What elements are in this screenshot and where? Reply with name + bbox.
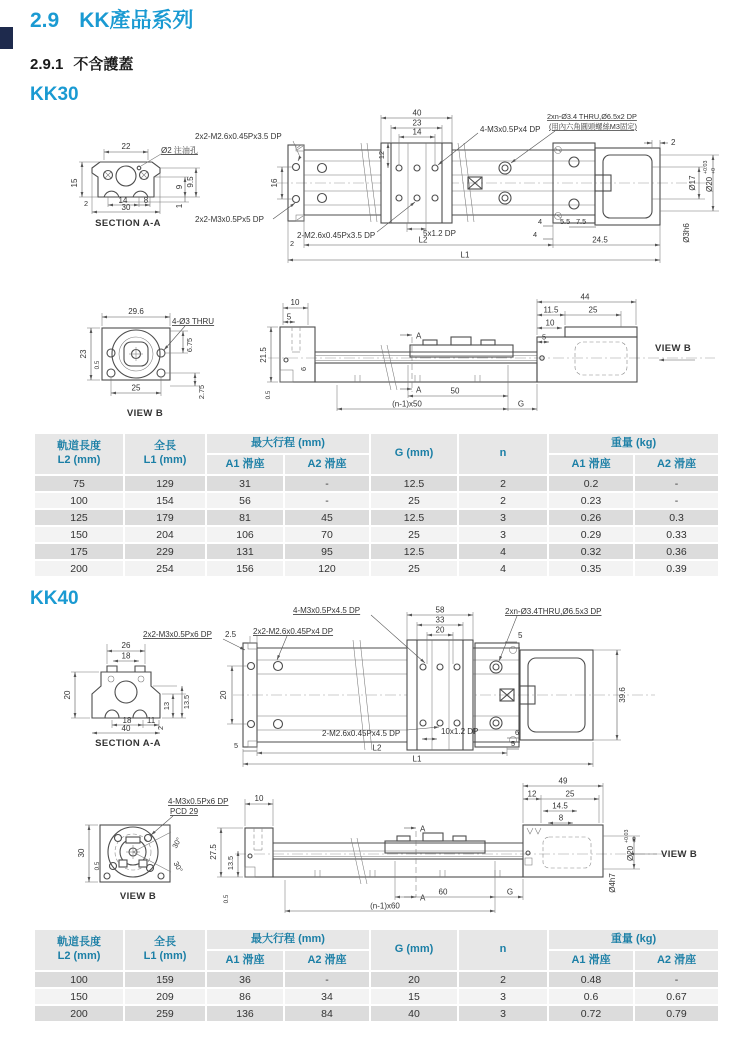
- cell: 0.23: [548, 492, 634, 509]
- dim-label: (n-1)x60: [370, 901, 400, 911]
- kk40-section-aa-drawing: [63, 641, 191, 749]
- dim-label: 27.5: [209, 844, 218, 860]
- col-rail-length: 軌道長度 L2 (mm): [34, 433, 124, 475]
- cell: 56: [206, 492, 284, 509]
- cell: 2: [458, 971, 548, 988]
- cell: 34: [284, 988, 370, 1005]
- dim-label: 0.5: [223, 894, 230, 904]
- view-caption: SECTION A-A: [95, 738, 161, 749]
- col-max-stroke: 最大行程 (mm): [206, 929, 370, 950]
- dim-label: 23: [79, 349, 88, 359]
- kk30-plan-drawing: [195, 109, 719, 264]
- cell: 3: [458, 1005, 548, 1022]
- cell: 84: [284, 1005, 370, 1022]
- col-n: n: [458, 433, 548, 475]
- dim-label: 22: [121, 142, 131, 151]
- cell: 25: [370, 492, 458, 509]
- cell: 25: [370, 560, 458, 577]
- cell: 0.6: [548, 988, 634, 1005]
- dim-label: 20: [219, 690, 228, 700]
- cell: 31: [206, 475, 284, 492]
- col-g: G (mm): [370, 929, 458, 971]
- dim-label: 4: [533, 230, 538, 239]
- cell: 209: [124, 988, 206, 1005]
- cell: 106: [206, 526, 284, 543]
- svg-text:+0.03: +0.03: [703, 160, 709, 174]
- dim-label: 5.5: [560, 217, 571, 226]
- dim-label: 14: [118, 196, 128, 205]
- angle-label: 30°: [171, 859, 185, 874]
- dim-label: 0.5: [94, 861, 101, 871]
- dim-label: 7.5: [576, 217, 587, 226]
- view-direction-label: VIEW B: [661, 849, 698, 860]
- dim-label: 13.5: [182, 694, 191, 710]
- cell: 154: [124, 492, 206, 509]
- dim-label: 5: [286, 312, 292, 322]
- grease-callout: 5x1.2 DP: [423, 229, 456, 238]
- cell: 4: [458, 560, 548, 577]
- table-row: [34, 560, 719, 577]
- thru-hole-callout: 2xn-Ø3.4THRU,Ø6.5x3 DP: [505, 607, 602, 616]
- table-row: [34, 988, 719, 1005]
- dim-label: 10: [254, 794, 264, 803]
- dim-label: Ø17: [688, 175, 697, 191]
- cell: 200: [34, 1005, 124, 1022]
- cell: 100: [34, 971, 124, 988]
- dim-label: 26: [121, 641, 131, 650]
- dim-label: 18: [121, 651, 131, 661]
- section-title: KK產品系列: [79, 9, 194, 32]
- col-total-length: 全長 L1 (mm): [124, 929, 206, 971]
- cell: -: [634, 475, 719, 492]
- dim-label: 5: [511, 739, 516, 748]
- dim-label: 2: [290, 239, 295, 248]
- table-row: [34, 475, 719, 492]
- cell: 12.5: [370, 475, 458, 492]
- cell: 254: [124, 560, 206, 577]
- cell: 204: [124, 526, 206, 543]
- cell: 100: [34, 492, 124, 509]
- cell: 136: [206, 1005, 284, 1022]
- dim-label: 8: [558, 813, 564, 823]
- view-direction-label: VIEW B: [655, 343, 692, 354]
- col-weight: 重量 (kg): [548, 433, 719, 454]
- screw-callout: 4-M3x0.5Px4.5 DP: [293, 606, 361, 615]
- cell: 86: [206, 988, 284, 1005]
- cell: -: [634, 971, 719, 988]
- svg-text:+0: +0: [711, 167, 717, 174]
- section-arrow-label: A: [416, 385, 422, 395]
- col-weight: 重量 (kg): [548, 929, 719, 950]
- col-weight-a2: A2 滑座: [634, 950, 719, 971]
- dim-label: 11.5: [543, 305, 559, 315]
- view-caption: VIEW B: [126, 408, 164, 419]
- dim-label: 40: [121, 724, 131, 733]
- angle-label: 30°: [170, 835, 184, 850]
- dim-label: 10: [290, 298, 300, 307]
- cell: 40: [370, 1005, 458, 1022]
- subsection-title: 不含護蓋: [73, 56, 134, 73]
- svg-text:+0: +0: [632, 836, 638, 843]
- dim-label: 5: [234, 741, 239, 750]
- cell: 70: [284, 526, 370, 543]
- cell: 259: [124, 1005, 206, 1022]
- cell: 0.72: [548, 1005, 634, 1022]
- dim-label: 2.5: [225, 630, 237, 639]
- dim-label: 12: [377, 150, 386, 160]
- svg-text:+0.03: +0.03: [624, 829, 630, 843]
- cell: 0.48: [548, 971, 634, 988]
- screw-callout: 2x2-M3x0.5Px5 DP: [195, 215, 264, 224]
- section-arrow-label: A: [416, 331, 422, 341]
- kk40-view-b-drawing: [77, 797, 228, 902]
- subsection-number: 2.9.1: [30, 56, 64, 73]
- dim-label: 18: [122, 716, 132, 725]
- kk30-heading: KK30: [30, 84, 79, 105]
- dim-label: 10: [545, 318, 555, 328]
- dim-label: 4: [538, 217, 543, 226]
- table-row: [34, 543, 719, 560]
- dim-label: (n-1)x50: [392, 399, 422, 409]
- dim-label: 24.5: [592, 235, 608, 245]
- dim-label: 0.5: [265, 390, 272, 400]
- dim-label: 60: [438, 887, 448, 897]
- dim-label: L2: [418, 235, 428, 245]
- cell: 0.29: [548, 526, 634, 543]
- section-arrow-label: A: [420, 824, 426, 834]
- cell: 175: [34, 543, 124, 560]
- thru-hole-note: (用內六角圓頭螺絲M3固定): [549, 122, 637, 131]
- dim-label: 0.5: [94, 360, 101, 370]
- dim-label: L2: [372, 743, 382, 753]
- cell: 25: [370, 526, 458, 543]
- cell: 0.32: [548, 543, 634, 560]
- dim-label: 49: [558, 776, 568, 786]
- cell: 12.5: [370, 509, 458, 526]
- dim-label: 9.5: [186, 176, 195, 188]
- cell: 95: [284, 543, 370, 560]
- cell: -: [284, 971, 370, 988]
- dim-label: 6: [515, 728, 520, 737]
- dim-label: 21.5: [259, 347, 268, 363]
- dim-label: 6: [299, 366, 308, 372]
- dim-label: 2: [671, 138, 676, 147]
- dim-label: 16: [270, 178, 279, 188]
- cell: 15: [370, 988, 458, 1005]
- shaft-dia-tolerance: [624, 830, 638, 861]
- cell: 4: [458, 543, 548, 560]
- kk40-heading: KK40: [30, 588, 79, 609]
- col-weight-a1: A1 滑座: [548, 950, 634, 971]
- screw-callout: 2x2-M2.6x0.45Px4 DP: [253, 627, 334, 636]
- cell: 0.39: [634, 560, 719, 577]
- dim-label: 58: [435, 605, 445, 615]
- cell: 159: [124, 971, 206, 988]
- dim-label: 1: [175, 203, 184, 209]
- dim-label: 20: [435, 625, 445, 635]
- kk30-section-aa-drawing: [70, 142, 200, 229]
- screw-callout: 2x2-M3x0.5Px6 DP: [143, 630, 212, 639]
- svg-text:Ø20: Ø20: [705, 176, 714, 192]
- col-stroke-a2: A2 滑座: [284, 950, 370, 971]
- cell: 36: [206, 971, 284, 988]
- cell: 3: [458, 988, 548, 1005]
- cell: 0.2: [548, 475, 634, 492]
- screw-callout: 4-M3x0.5Px4 DP: [480, 125, 541, 134]
- col-stroke-a2: A2 滑座: [284, 454, 370, 475]
- kk40-plan-drawing: [143, 606, 655, 768]
- table-row: [34, 1005, 719, 1022]
- cell: 0.3: [634, 509, 719, 526]
- table-row: [34, 492, 719, 509]
- dim-label: 6.75: [185, 337, 194, 353]
- section-heading: [30, 4, 194, 34]
- oil-hole-callout: Ø2 注油孔: [161, 146, 198, 155]
- section-arrow-label: A: [420, 893, 426, 903]
- dim-label: 5: [541, 332, 547, 342]
- dim-label: 2: [156, 725, 165, 731]
- cell: 229: [124, 543, 206, 560]
- dim-label: 25: [565, 789, 575, 799]
- kk30-side-drawing: [259, 293, 715, 412]
- dim-label: 13: [162, 701, 171, 711]
- cell: 150: [34, 526, 124, 543]
- kk40-spec-table: [33, 928, 720, 1023]
- cell: 3: [458, 509, 548, 526]
- dim-label: 8: [143, 196, 149, 205]
- cell: -: [284, 492, 370, 509]
- col-weight-a1: A1 滑座: [548, 454, 634, 475]
- col-stroke-a1: A1 滑座: [206, 950, 284, 971]
- table-row: [34, 526, 719, 543]
- cell: -: [634, 492, 719, 509]
- cell: 0.26: [548, 509, 634, 526]
- kk30-view-b-drawing: [79, 307, 214, 419]
- dim-label: 15: [70, 178, 79, 188]
- cell: 2: [458, 475, 548, 492]
- grease-callout: 10x1.2 DP: [441, 727, 479, 736]
- dim-label: 14.5: [552, 801, 568, 811]
- view-caption: SECTION A-A: [95, 218, 161, 229]
- screw-callout: 2-M2.6x0.45Px4.5 DP: [322, 729, 401, 738]
- cell: 156: [206, 560, 284, 577]
- dim-label: 30: [77, 848, 86, 858]
- cell: 150: [34, 988, 124, 1005]
- thru-hole-callout: 2xn-Ø3.4 THRU,Ø6.5x2 DP: [547, 112, 637, 121]
- cell: 0.67: [634, 988, 719, 1005]
- dim-label: 12: [527, 789, 537, 799]
- screw-callout: 2-M2.6x0.45Px3.5 DP: [297, 231, 376, 240]
- pcd-callout: PCD 29: [170, 807, 199, 816]
- cell: 179: [124, 509, 206, 526]
- cell: 0.33: [634, 526, 719, 543]
- dim-label: 2: [84, 199, 89, 208]
- dim-label: 29.6: [128, 307, 144, 316]
- cell: -: [284, 475, 370, 492]
- page-edge-tab: [0, 27, 13, 49]
- dim-label: 11: [146, 716, 156, 725]
- dim-label: Ø4h7: [608, 873, 617, 893]
- cell: 12.5: [370, 543, 458, 560]
- dim-label: 2.75: [197, 384, 206, 400]
- dim-label: L1: [412, 754, 422, 764]
- cell: 125: [34, 509, 124, 526]
- dim-label: 33: [435, 615, 445, 625]
- kk30-spec-table: [33, 432, 720, 578]
- kk40-side-drawing: [209, 777, 697, 914]
- screw-callout: 2x2-M2.6x0.45Px3.5 DP: [195, 132, 282, 141]
- cell: 200: [34, 560, 124, 577]
- cell: 120: [284, 560, 370, 577]
- col-weight-a2: A2 滑座: [634, 454, 719, 475]
- dim-label: 25: [131, 383, 141, 393]
- table-row: [34, 509, 719, 526]
- cell: 2: [458, 492, 548, 509]
- dim-label: G: [506, 887, 514, 897]
- svg-text:Ø20: Ø20: [626, 845, 635, 861]
- cell: 131: [206, 543, 284, 560]
- dim-label: 14: [412, 127, 422, 137]
- view-caption: VIEW B: [119, 891, 157, 902]
- col-rail-length: 軌道長度 L2 (mm): [34, 929, 124, 971]
- dim-label: Ø3h6: [682, 223, 691, 243]
- cell: 3: [458, 526, 548, 543]
- screw-callout: 4-M3x0.5Px6 DP: [168, 797, 229, 806]
- dim-label: 23: [412, 118, 422, 128]
- cell: 75: [34, 475, 124, 492]
- kk30-technical-drawing: [55, 105, 750, 432]
- cell: 0.36: [634, 543, 719, 560]
- dim-label: 40: [412, 108, 422, 118]
- col-total-length: 全長 L1 (mm): [124, 433, 206, 475]
- col-g: G (mm): [370, 433, 458, 475]
- dim-label: G: [517, 399, 525, 409]
- cell: 129: [124, 475, 206, 492]
- col-max-stroke: 最大行程 (mm): [206, 433, 370, 454]
- dim-label: 30: [121, 203, 131, 212]
- dim-label: L1: [460, 250, 470, 260]
- section-number: 2.9: [30, 9, 60, 32]
- dim-label: 44: [580, 292, 590, 302]
- dim-label: 9: [175, 184, 184, 190]
- kk40-technical-drawing: [55, 600, 750, 925]
- cell: 0.79: [634, 1005, 719, 1022]
- dim-label: 39.6: [618, 687, 627, 703]
- hole-callout: 4-Ø3 THRU: [172, 317, 215, 326]
- cell: 45: [284, 509, 370, 526]
- dim-label: 13.5: [226, 855, 235, 871]
- cell: 0.35: [548, 560, 634, 577]
- col-n: n: [458, 929, 548, 971]
- dim-label: 20: [63, 690, 72, 700]
- dim-label: 50: [450, 386, 460, 396]
- col-stroke-a1: A1 滑座: [206, 454, 284, 475]
- shaft-dia-tolerance: [703, 161, 717, 192]
- cell: 20: [370, 971, 458, 988]
- table-row: [34, 971, 719, 988]
- subsection-heading: [30, 53, 133, 74]
- cell: 81: [206, 509, 284, 526]
- dim-label: 5: [518, 631, 523, 640]
- dim-label: 25: [588, 305, 598, 315]
